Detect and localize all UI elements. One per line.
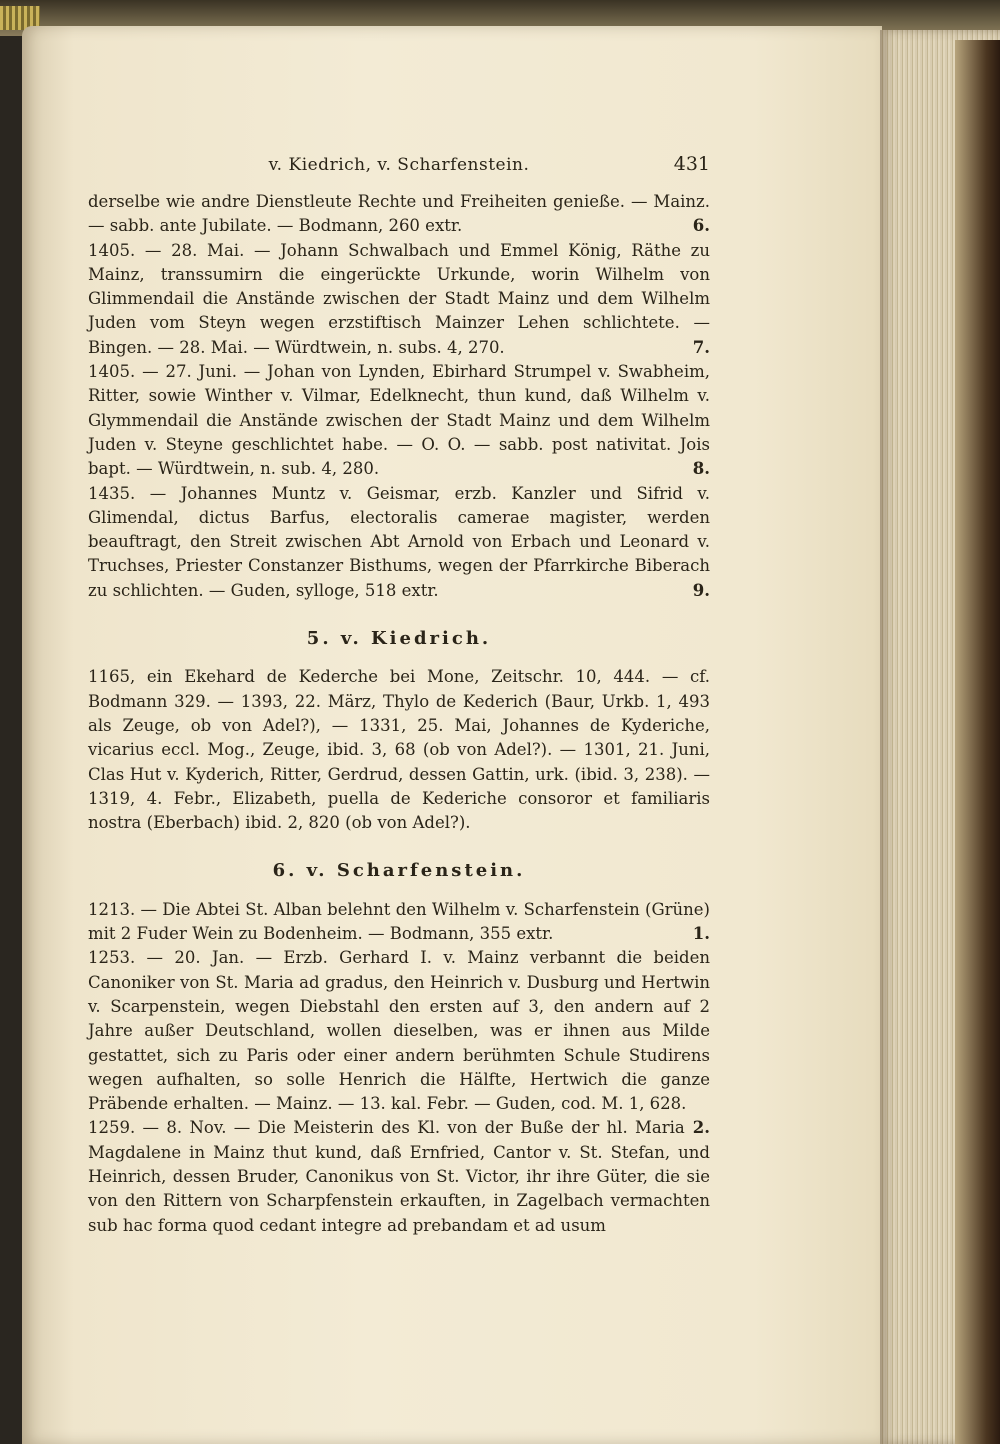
entry-text: 1253. — 20. Jan. — Erzb. Gerhard I. v. Mainz verbannt die beiden Canoniker von St. Maria ad gradus, den Heinrich v. Dusburg und Hertwin v. Scarpenstein, wegen Diebstahl den ersten auf 3, den andern auf 2 Jahre außer Deutschland, wollen dieselben, was er ihnen aus Milde gestattet, sich zu Paris oder einer andern berühmten Schule Studirens wegen aufhalten, so solle Henrich die Hälfte, Hertwich die ganze Präbende erhalten. — Mainz. — 13. kal. Febr. — Guden, cod. M. 1, 628. [88, 948, 710, 1114]
section-title-scharfenstein: 6. v. Scharfenstein. [272, 860, 526, 882]
entry-number: 8. [692, 459, 710, 479]
entry-text: derselbe wie andre Dienstleute Rechte und Freiheiten genieße. — Mainz. — sabb. ante Jubilate. — Bodmann, 260 extr. [88, 192, 710, 236]
page-header [88, 155, 710, 185]
entry-a2 [88, 360, 710, 481]
entry-b0 [88, 898, 710, 947]
entry-number: 6. [692, 216, 710, 236]
entry-text: 1405. — 28. Mai. — Johann Schwalbach und Emmel König, Räthe zu Mainz, transsumirn die eingerückte Urkunde, worin Wilhelm von Glimmendail die Anstände zwischen der Stadt Mainz und dem Wilhelm Juden vom Steyn wegen erzstiftisch Mainzer Lehen schlichtete. — Bingen. — 28. Mai. — Würdtwein, n. subs. 4, 270. [88, 240, 710, 357]
book-cover-edge [955, 40, 1000, 1444]
page-body [88, 190, 710, 1238]
page-number: 431 [673, 153, 710, 175]
entry-a0 [88, 190, 710, 239]
running-head: v. Kiedrich, v. Scharfenstein. [268, 155, 530, 175]
section-title-kiedrich: 5. v. Kiedrich. [306, 628, 492, 650]
entry-b1 [88, 946, 710, 1138]
entry-number: 1. [692, 924, 710, 944]
entry-text: 1405. — 27. Juni. — Johan von Lynden, Ebirhard Strumpel v. Swabheim, Ritter, sowie Winther v. Vilmar, Edelknecht, thun kund, daß Wilhelm v. Glymmendail die Anstände zwischen der Stadt Mainz und dem Wilhelm Juden v. Steyne geschlichtet habe. — O. O. — sabb. post nativitat. Jois bapt. — Würdtwein, n. sub. 4, 280. [88, 362, 710, 479]
section-5-text: 1165, ein Ekehard de Kederche bei Mone, Zeitschr. 10, 444. — cf. Bodmann 329. — 1393, 22. März, Thylo de Kederich (Baur, Urkb. 1, 493 als Zeuge, ob von Adel?), — 1331, 25. Mai, Johannes de Kyderiche, vicarius eccl. Mog., Zeuge, ibid. 3, 68 (ob von Adel?). — 1301, 21. Juni, Clas Hut v. Kyderich, Ritter, Gerdrud, dessen Gattin, urk. (ibid. 3, 238). — 1319, 4. Febr., Elizabeth, puella de Kederiche consoror et familiaris nostra (Eberbach) ibid. 2, 820 (ob von Adel?). [88, 667, 710, 833]
entry-a1 [88, 239, 710, 360]
entry-text: 1259. — 8. Nov. — Die Meisterin des Kl. von der Buße der hl. Maria Magdalene in Mainz thut kund, daß Ernfried, Cantor v. St. Stefan, und Heinrich, dessen Bruder, Canonikus von St. Victor, ihr ihre Güter, die sie von den Rittern von Scharpfenstein erkauften, in Zagelbach vermachten sub hac forma quod cedant integre ad prebandam et ad usum [88, 1118, 710, 1235]
entry-number: 9. [692, 580, 710, 600]
entry-text: 1213. — Die Abtei St. Alban belehnt den Wilhelm v. Scharfenstein (Grüne) mit 2 Fuder Wein zu Bodenheim. — Bodmann, 355 extr. [88, 899, 710, 944]
entry-number: 2. [692, 1118, 710, 1138]
entry-b2 [88, 1116, 710, 1237]
entry-number: 7. [692, 337, 710, 357]
entry-a3 [88, 482, 710, 603]
entry-text: 1435. — Johannes Muntz v. Geismar, erzb. Kanzler und Sifrid v. Glimendal, dictus Barfus, electoralis camerae magister, werden beauftragt, den Streit zwischen Abt Arnold von Erbach und Leonard v. Truchses, Priester Constanzer Bisthums, wegen der Pfarrkirche Biberach zu schlichten. — Guden, sylloge, 518 extr. [88, 483, 710, 600]
